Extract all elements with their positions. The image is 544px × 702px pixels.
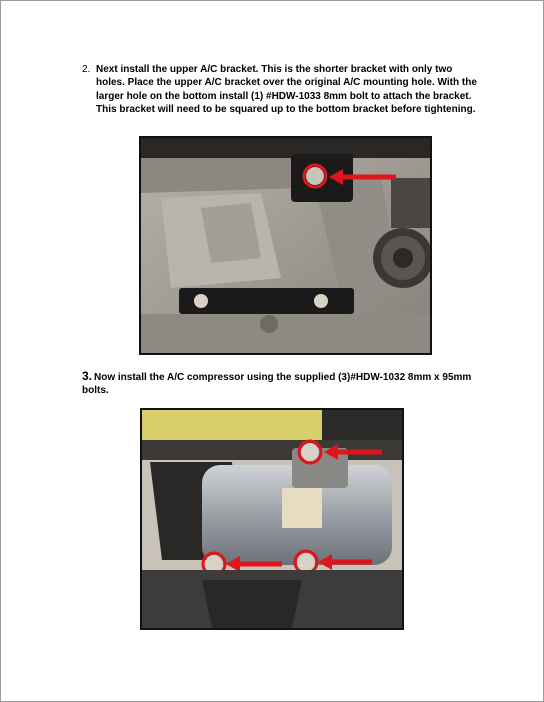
upper-bracket-photo (139, 136, 432, 355)
step-2-number: 2. (82, 64, 91, 75)
compressor-photo (140, 408, 404, 630)
step-3-number: 3. (82, 369, 93, 383)
step-3-instruction (82, 371, 482, 398)
compressor-photo-art (142, 410, 402, 628)
step-2-instruction (82, 63, 482, 116)
step-3-text: Now install the A/C compressor using the supplied (3)#HDW-1032 8mm x 95mm bolts. (82, 372, 472, 397)
step-2-text: Next install the upper A/C bracket. This is the shorter bracket with only two holes. Place the upper A/C bracket over the original A/C mounting hole. With the larger hole on the bottom install (1) #HDW-1033 8mm bolt to attach the bracket. This bracket will need to be squared up to the bottom bracket before tightening. (96, 64, 477, 115)
upper-bracket-photo-art (141, 138, 430, 353)
